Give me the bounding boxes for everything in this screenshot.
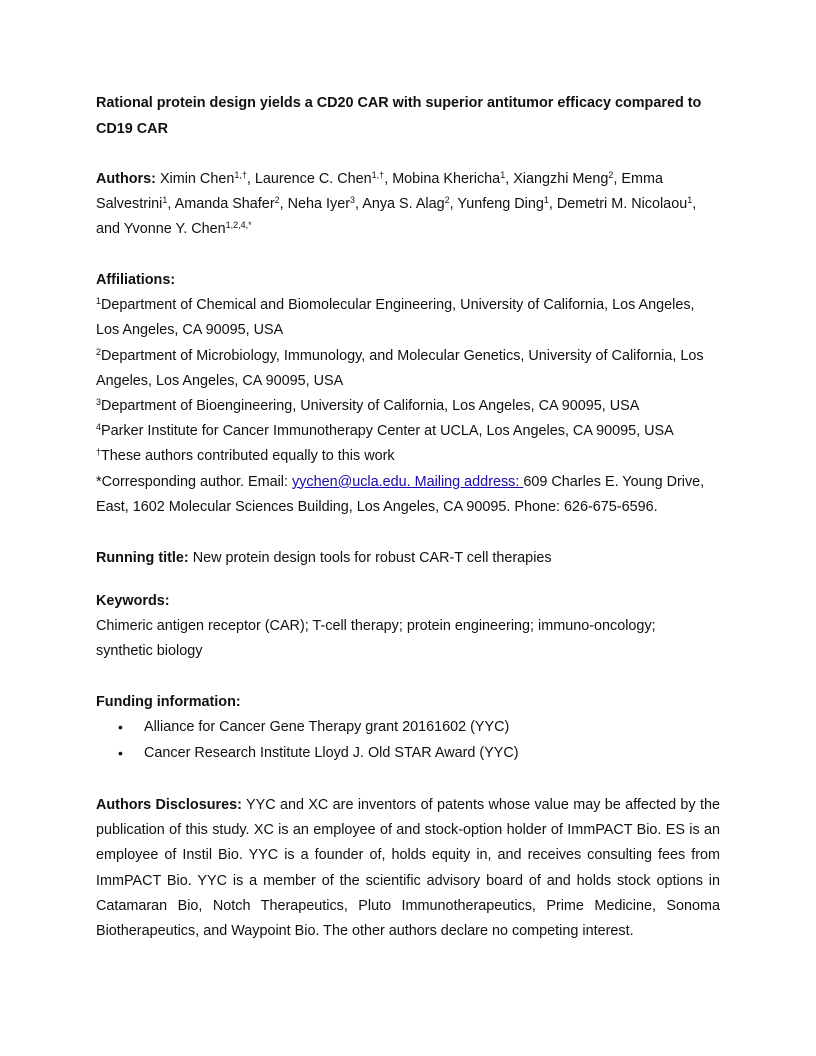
- affiliations-label: Affiliations:: [96, 272, 176, 288]
- author-name: Mobina Khericha: [392, 171, 501, 187]
- author-name: Ximin Chen: [159, 171, 235, 187]
- author-separator: ,: [246, 171, 255, 187]
- running-title-label: Running title:: [96, 550, 189, 566]
- funding-item-text: Cancer Research Institute Lloyd J. Old STAR Award (YYC): [144, 744, 519, 761]
- keywords-text: Chimeric antigen receptor (CAR); T-cell therapy; protein engineering; immuno-oncology;: [96, 618, 656, 635]
- author-separator: ,: [692, 196, 697, 213]
- running-title-text: New protein design tools for robust CAR-T cell therapies: [192, 550, 552, 566]
- affiliation-item: [96, 394, 720, 419]
- author-separator: ,: [613, 171, 622, 187]
- running-title: [96, 546, 720, 571]
- author-name: Xiangzhi Meng: [513, 171, 609, 187]
- affiliation-mark: 1: [96, 296, 102, 307]
- funding-section: [96, 690, 720, 766]
- corresponding-author: [96, 470, 720, 495]
- affiliation-mark: †: [96, 447, 102, 458]
- funding-item-text: Alliance for Cancer Gene Therapy grant 20161602 (YYC): [144, 719, 510, 736]
- author-affiliation-mark: 1: [687, 195, 693, 206]
- funding-list: [96, 715, 720, 766]
- disclosures-text: YYC and XC are inventors of patents whose value may be affected by the publication of this study. XC is an employee of and stock-option holder of ImmPACT Bio. ES is an employee of Instil Bio. YYC is a founder of, holds equity in, and receives consulting fees from ImmPACT Bio. YYC is a member of the scientific advisory board of and holds stock options in Catamaran Bio, Notch Therapeutics, Pluto Immunotherapeutics, Prime Medicine, Sonoma Biotherapeutics, and Waypoint Bio. The other authors declare no competing interest.: [96, 797, 720, 940]
- keywords-text-continued: synthetic biology: [96, 643, 203, 660]
- author-name: Demetri M. Nicolaou: [556, 196, 688, 213]
- authors-line-2: [96, 192, 720, 217]
- affiliation-item-continued: Los Angeles, CA 90095, USA: [96, 322, 284, 339]
- author-affiliation-mark: 1,†: [234, 170, 247, 180]
- corresponding-author-continued: East, 1602 Molecular Sciences Building, Los Angeles, CA 90095. Phone: 626-675-6596.: [96, 498, 658, 515]
- list-item: [96, 741, 720, 767]
- affiliation-item: [96, 344, 720, 369]
- author-affiliation-mark: 1: [500, 170, 506, 180]
- author-affiliation-mark: 2: [608, 170, 614, 180]
- authors-section: [96, 167, 720, 243]
- author-affiliation-mark: 2: [444, 195, 450, 206]
- affiliation-text: These authors contributed equally to this work: [101, 448, 395, 465]
- email-link[interactable]: yychen@ucla.edu. Mailing address:: [291, 473, 524, 490]
- disclosures-label: Authors Disclosures:: [96, 797, 242, 813]
- affiliation-item: [96, 293, 720, 318]
- author-name: Laurence C. Chen: [254, 171, 372, 187]
- author-name-part: Emma: [621, 171, 663, 187]
- bullet-icon: •: [118, 744, 123, 761]
- author-name: Anya S. Alag: [362, 196, 445, 213]
- authors-label: Authors:: [96, 171, 156, 187]
- corresponding-prefix: *Corresponding author. Email:: [96, 473, 292, 490]
- author-separator: ,: [384, 171, 393, 187]
- affiliation-item: [96, 419, 720, 444]
- author-separator: ,: [449, 196, 458, 213]
- authors-line-3: [96, 217, 720, 242]
- author-name: and Yvonne Y. Chen: [96, 221, 226, 238]
- affiliation-item-continued: Angeles, Los Angeles, CA 90095, USA: [96, 372, 344, 389]
- affiliations-section: [96, 268, 720, 520]
- affiliation-text: Department of Microbiology, Immunology, and Molecular Genetics, University of California, Los: [101, 347, 704, 364]
- affiliation-mark: 4: [96, 422, 102, 433]
- authors-line-1: [96, 167, 720, 192]
- affiliation-text: Parker Institute for Cancer Immunotherapy Center at UCLA, Los Angeles, CA 90095, USA: [101, 423, 674, 440]
- author-separator: ,: [279, 196, 288, 213]
- disclosures-section: [96, 793, 720, 944]
- author-affiliation-mark: 1,2,4,*: [225, 220, 252, 231]
- funding-label: Funding information:: [96, 694, 241, 710]
- author-name: Neha Iyer: [287, 196, 351, 213]
- author-separator: ,: [355, 196, 363, 213]
- equal-contribution-note: [96, 444, 720, 469]
- author-affiliation-mark: 1: [543, 195, 549, 206]
- author-name-part: Salvestrini: [96, 196, 163, 213]
- author-affiliation-mark: 1,†: [371, 170, 385, 180]
- author-separator: ,: [167, 196, 175, 213]
- affiliation-mark: 2: [96, 346, 102, 357]
- keywords-label: Keywords:: [96, 593, 170, 609]
- affiliation-mark: 3: [96, 397, 102, 408]
- affiliation-text: Department of Bioengineering, University of California, Los Angeles, CA 90095, USA: [101, 398, 640, 415]
- author-affiliation-mark: 3: [350, 195, 356, 206]
- author-affiliation-mark: 1: [162, 195, 168, 206]
- author-name: Amanda Shafer: [174, 196, 275, 213]
- author-affiliation-mark: 2: [274, 195, 280, 206]
- author-name: Yunfeng Ding: [457, 196, 544, 213]
- paper-title: Rational protein design yields a CD20 CAR with superior antitumor efficacy compared to CD19 CAR: [96, 95, 702, 137]
- keywords-section: [96, 589, 720, 665]
- author-separator: ,: [548, 196, 557, 213]
- corresponding-address: 609 Charles E. Young Drive,: [523, 473, 705, 490]
- bullet-icon: •: [118, 719, 123, 736]
- list-item: [96, 715, 720, 741]
- affiliation-text: Department of Chemical and Biomolecular Engineering, University of California, Los Angeles,: [101, 297, 695, 314]
- author-separator: ,: [505, 171, 514, 187]
